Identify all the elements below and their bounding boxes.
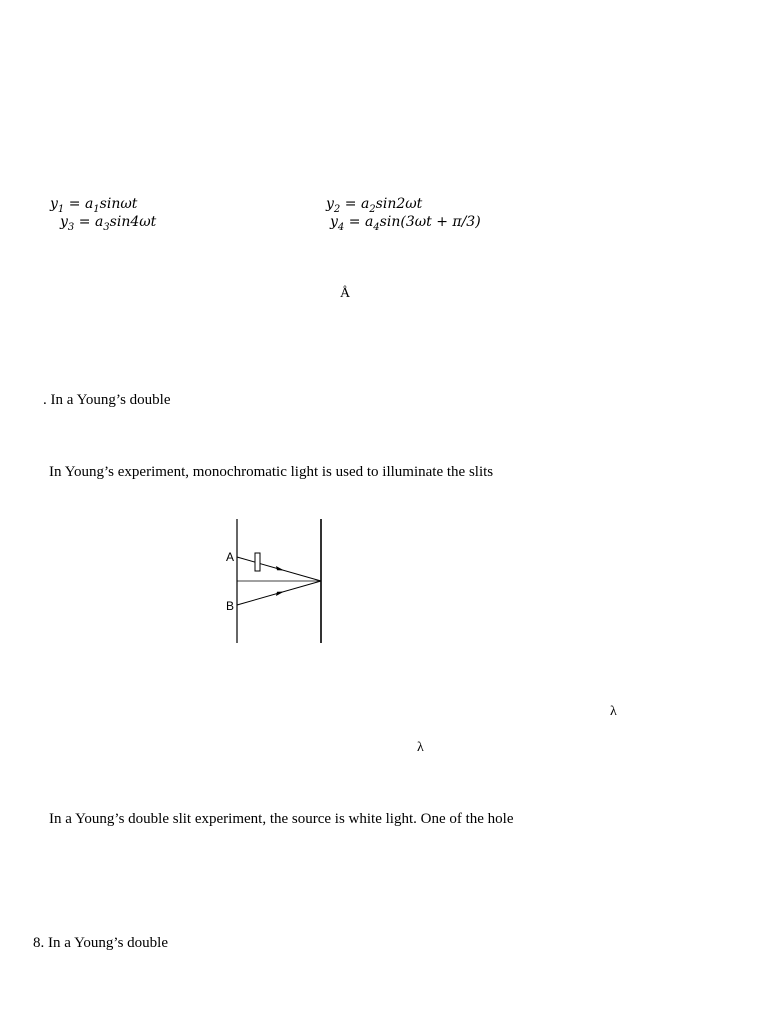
question-white-light: In a Young’s double slit experiment, the source is white light. One of the hole — [49, 811, 514, 827]
equation-y2: $y_2 = a_2\sin 2\omega t$ — [326, 196, 423, 215]
equation-y1: $y_1 = a_1\sin\omega t$ — [50, 196, 138, 215]
equation-y4: $y_4 = a_4\sin(3\omega t + \pi/3)$ — [330, 214, 481, 233]
label-b: B — [226, 599, 235, 613]
thin-plate — [255, 553, 260, 571]
lambda-symbol-right: λ — [610, 704, 617, 719]
label-a: A — [226, 550, 235, 564]
angstrom-symbol: Å — [340, 286, 351, 301]
double-slit-diagram — [222, 515, 332, 647]
question-monochromatic: In Young’s experiment, monochromatic light is used to illuminate the slits — [49, 464, 494, 480]
lambda-symbol-center: λ — [417, 740, 424, 755]
equation-y3: $y_3 = a_3\sin 4\omega t$ — [60, 214, 157, 233]
question-ydse-1: . In a Young’s double — [43, 392, 171, 408]
question-8: 8. In a Young’s double — [33, 935, 169, 951]
